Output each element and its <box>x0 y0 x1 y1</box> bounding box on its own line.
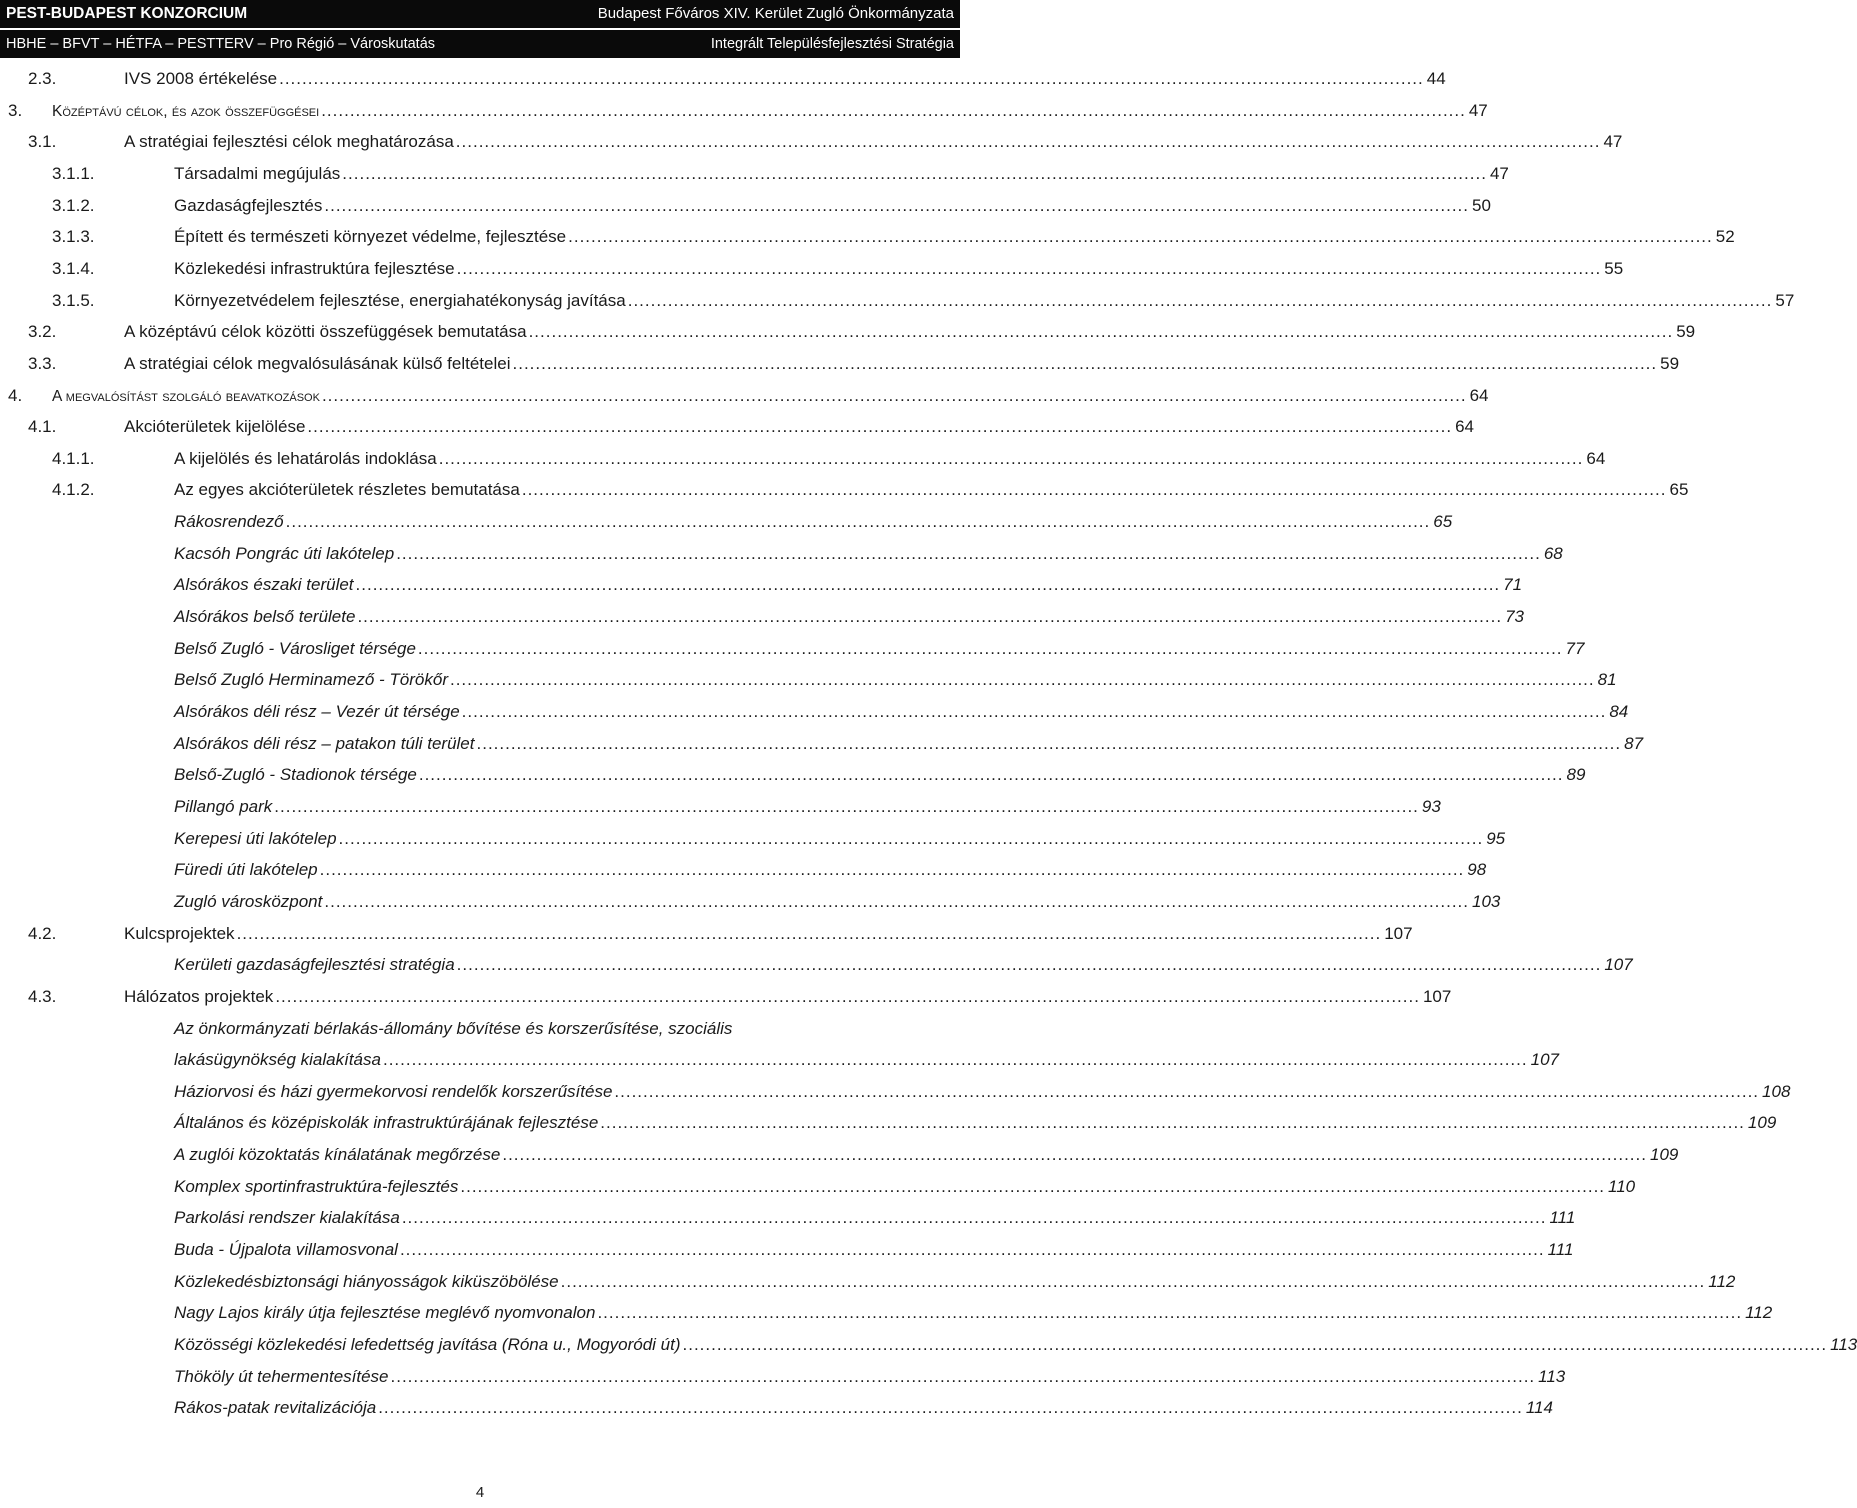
toc-entry-title: Gazdaságfejlesztés <box>174 195 323 215</box>
municipality-name: Budapest Főváros XIV. Kerület Zugló Önkormányzata <box>597 5 954 22</box>
toc-entry-title: A stratégiai fejlesztési célok meghatározása <box>124 132 454 152</box>
toc-entry[interactable] <box>0 96 1488 128</box>
toc-entry-title: Közösségi közlekedési lefedettség javítása (Róna u., Mogyoródi út) <box>174 1335 681 1354</box>
toc-entry-page: 81 <box>1597 670 1617 690</box>
dot-leader: ........................................................................................................................................................................................................ <box>438 448 1584 468</box>
toc-entry-line <box>174 668 1617 692</box>
toc-entry-title: Alsórákos déli rész – Vezér út térsége <box>174 702 460 721</box>
toc-entry-title: Zugló városközpont <box>174 891 323 911</box>
toc-entry-number: 4. <box>8 385 23 405</box>
toc-entry-title: Alsórákos északi terület <box>174 575 354 595</box>
toc-entry-title: Kacsóh Pongrác úti lakótelep <box>174 543 395 563</box>
toc-entry-title: A zuglói közoktatás kínálatának megőrzése <box>174 1145 501 1165</box>
toc-entry-line <box>174 1270 1736 1294</box>
toc-entry-title: Belső-Zugló - Stadionok térsége <box>174 765 417 785</box>
toc-entry[interactable] <box>0 444 1606 476</box>
toc-entry-page: 95 <box>1486 828 1506 848</box>
toc-entry-page: 103 <box>1472 891 1501 911</box>
toc-entry[interactable] <box>0 1267 1736 1299</box>
toc-entry-line <box>174 1238 1574 1262</box>
toc-entry[interactable] <box>0 1172 1636 1204</box>
toc-entry-line <box>124 415 1474 439</box>
consortium-name: PEST-BUDAPEST KONZORCIUM <box>6 5 248 22</box>
toc-entry[interactable] <box>0 792 1441 824</box>
toc-entry-title: Rákosrendező <box>174 512 284 532</box>
toc-entry-number: 4.3. <box>28 986 57 1006</box>
toc-entry-title: Füredi úti lakótelep <box>174 860 318 880</box>
toc-entry-number: 3.2. <box>28 322 57 342</box>
toc-entry-page: 47 <box>1468 100 1488 120</box>
toc-entry-number: 3.1.3. <box>52 227 95 247</box>
toc-entry[interactable] <box>0 887 1501 919</box>
dot-leader: ........................................................................................................................................................................................................ <box>512 353 1658 373</box>
dot-leader: ........................................................................................................................................................................................................ <box>476 733 1622 753</box>
toc-entry-page: 55 <box>1604 258 1624 278</box>
toc-entry[interactable] <box>0 286 1795 318</box>
toc-entry-line <box>174 478 1689 502</box>
toc-entry-title: Thököly út tehermentesítése <box>174 1366 389 1386</box>
toc-entry-title: Az egyes akcióterületek részletes bemutatása <box>174 480 520 500</box>
toc-entry[interactable] <box>0 64 1446 96</box>
dot-leader: ........................................................................................................................................................................................................ <box>614 1081 1760 1101</box>
toc-entry-page: 65 <box>1669 480 1689 500</box>
header-bar-top <box>0 0 960 28</box>
dot-leader: ........................................................................................................................................................................................................ <box>279 69 1424 88</box>
toc-entry[interactable] <box>0 381 1489 413</box>
toc-entry[interactable] <box>0 539 1563 571</box>
toc-entry-page: 47 <box>1603 132 1623 152</box>
toc-entry[interactable] <box>0 1393 1553 1425</box>
toc-entry-title: Közlekedésbiztonsági hiányosságok kiküszöbölése <box>174 1271 559 1291</box>
toc-entry[interactable] <box>0 159 1509 191</box>
toc-entry[interactable] <box>0 475 1689 507</box>
toc-entry-line <box>174 700 1629 724</box>
toc-entry-number: 4.1.2. <box>52 480 95 500</box>
toc-entry[interactable] <box>0 919 1413 951</box>
toc-entry-line <box>174 637 1585 661</box>
toc-entry-title: Parkolási rendszer kialakítása <box>174 1208 400 1228</box>
toc-entry-page: 111 <box>1547 1240 1574 1260</box>
toc-entry-title: A középtávú célok közötti összefüggések bemutatása <box>124 322 527 342</box>
dot-leader: ........................................................................................................................................................................................................ <box>355 575 1501 595</box>
dot-leader: ........................................................................................................................................................................................................ <box>324 891 1470 911</box>
toc-entry-title: Közlekedési infrastruktúra fejlesztése <box>174 258 455 278</box>
toc-entry-line <box>124 67 1446 91</box>
dot-leader: ........................................................................................................................................................................................................ <box>568 227 1713 247</box>
toc-entry-title: Kerületi gazdaságfejlesztési stratégia <box>174 955 455 975</box>
dot-leader: ........................................................................................................................................................................................................ <box>418 765 1564 785</box>
toc-entry-title: A megvalósítást szolgáló beavatkozások <box>52 387 320 405</box>
toc-entry-line <box>174 289 1795 313</box>
toc-entry-line <box>174 1048 1559 1072</box>
toc-entry-line <box>174 194 1491 218</box>
toc-entry[interactable] <box>0 1235 1574 1267</box>
toc-entry-number: 3.1.2. <box>52 195 95 215</box>
toc-entry-line <box>124 130 1623 154</box>
toc-entry-line <box>174 1175 1636 1199</box>
toc-entry[interactable] <box>0 191 1491 223</box>
toc-entry-line <box>174 795 1441 819</box>
toc-entry-line <box>174 763 1586 787</box>
document-title: Integrált Településfejlesztési Stratégia <box>710 36 954 52</box>
toc-entry[interactable] <box>0 982 1452 1014</box>
toc-entry-page: 109 <box>1747 1113 1777 1133</box>
toc-entry[interactable] <box>0 127 1623 159</box>
toc-entry-line <box>174 1080 1791 1104</box>
toc-entry[interactable] <box>0 1330 1857 1362</box>
toc-entry-page: 87 <box>1624 733 1644 753</box>
toc-entry[interactable] <box>0 1140 1679 1172</box>
dot-leader: ........................................................................................................................................................................................................ <box>600 1113 1745 1133</box>
toc-entry-title: Általános és középiskolák infrastruktúrájának fejlesztése <box>174 1113 599 1133</box>
dot-leader: ........................................................................................................................................................................................................ <box>456 258 1602 278</box>
toc-entry[interactable] <box>0 570 1523 602</box>
toc-entry-number: 3.1.5. <box>52 290 95 310</box>
toc-entry-title: Rákos-patak revitalizációja <box>174 1398 377 1418</box>
toc-entry-page: 93 <box>1421 796 1441 816</box>
dot-leader: ........................................................................................................................................................................................................ <box>390 1366 1536 1386</box>
toc-entry-page: 111 <box>1549 1208 1576 1228</box>
toc-entry[interactable] <box>0 1045 1559 1077</box>
toc-entry-title: Középtávú célok, és azok összefüggései <box>52 102 320 120</box>
toc-entry-title: Pillangó park <box>174 796 273 816</box>
toc-entry-line <box>174 573 1523 597</box>
toc-entry-page: 64 <box>1455 417 1474 437</box>
toc-entry-page: 64 <box>1586 448 1606 468</box>
toc-entry-page: 65 <box>1433 512 1453 532</box>
dot-leader: ........................................................................................................................................................................................................ <box>378 1398 1523 1418</box>
toc-entry-page: 112 <box>1745 1303 1773 1323</box>
toc-entry[interactable] <box>0 855 1487 887</box>
toc-entry-line <box>174 1143 1679 1167</box>
toc-entry-line <box>174 1206 1576 1230</box>
toc-entry-number: 4.2. <box>28 923 57 943</box>
toc-entry-page: 110 <box>1608 1176 1636 1196</box>
toc-entry-line <box>124 922 1413 946</box>
toc-entry-title: IVS 2008 értékelése <box>124 69 278 88</box>
toc-entry[interactable] <box>0 254 1624 286</box>
toc-entry-title: lakásügynökség kialakítása <box>174 1050 381 1070</box>
dot-leader: ........................................................................................................................................................................................................ <box>597 1303 1743 1323</box>
dot-leader: ........................................................................................................................................................................................................ <box>560 1271 1706 1291</box>
dot-leader: ........................................................................................................................................................................................................ <box>461 702 1607 721</box>
partner-list: HBHE – BFVT – HÉTFA – PESTTERV – Pro Régió – Városkutatás <box>6 36 436 52</box>
dot-leader: ........................................................................................................................................................................................................ <box>401 1208 1547 1228</box>
dot-leader: ........................................................................................................................................................................................................ <box>455 132 1601 152</box>
toc-entry-page: 112 <box>1708 1271 1736 1291</box>
dot-leader: ........................................................................................................................................................................................................ <box>274 796 1419 816</box>
toc-entry-page: 71 <box>1503 575 1523 595</box>
toc-entry-page: 113 <box>1538 1366 1566 1386</box>
toc-entry-page: 44 <box>1426 69 1446 88</box>
dot-leader: ........................................................................................................................................................................................................ <box>319 860 1465 880</box>
toc-entry-line <box>174 732 1644 756</box>
dot-leader: ........................................................................................................................................................................................................ <box>396 543 1541 563</box>
toc-entry[interactable] <box>0 1203 1576 1235</box>
toc-entry-page: 84 <box>1609 702 1629 721</box>
dot-leader: ........................................................................................................................................................................................................ <box>460 1176 1606 1196</box>
toc-entry[interactable] <box>0 317 1696 349</box>
dot-leader: ........................................................................................................................................................................................................ <box>417 638 1563 658</box>
toc-entry-line <box>174 542 1563 566</box>
dot-leader: ........................................................................................................................................................................................................ <box>502 1145 1647 1165</box>
dot-leader: ........................................................................................................................................................................................................ <box>321 385 1467 405</box>
toc-entry-line <box>174 890 1501 914</box>
toc-entry-title: A kijelölés és lehatárolás indoklása <box>174 448 437 468</box>
toc-entry-title: Alsórákos déli rész – patakon túli terület <box>174 733 475 753</box>
toc-entry-page: 89 <box>1566 765 1586 785</box>
toc-entry-page: 52 <box>1715 227 1735 247</box>
toc-entry-line <box>174 1396 1553 1420</box>
toc-entry-page: 47 <box>1489 163 1509 183</box>
dot-leader: ........................................................................................................................................................................................................ <box>324 195 1470 215</box>
toc-entry-page: 68 <box>1543 543 1563 563</box>
toc-entry-line <box>174 225 1735 249</box>
toc-entry-line <box>124 352 1680 376</box>
toc-entry-page: 64 <box>1469 385 1489 405</box>
dot-leader: ........................................................................................................................................................................................................ <box>321 100 1466 120</box>
toc-entry-line <box>52 99 1488 124</box>
toc-entry[interactable] <box>0 824 1506 856</box>
dot-leader: ........................................................................................................................................................................................................ <box>382 1050 1528 1070</box>
toc-entry-page: 77 <box>1565 638 1585 658</box>
toc-entry-line <box>174 162 1509 186</box>
toc-entry-title: Nagy Lajos király útja fejlesztése meglévő nyomvonalon <box>174 1303 596 1323</box>
toc-entry-line <box>174 257 1624 281</box>
toc-entry[interactable] <box>0 950 1633 982</box>
header-bar-bottom <box>0 30 960 58</box>
toc-entry-line <box>174 1301 1773 1325</box>
toc-entry-line <box>174 510 1453 534</box>
toc-entry-number: 4.1. <box>28 417 57 437</box>
toc-entry-number: 3. <box>8 100 23 120</box>
toc-entry-title: Belső Zugló - Városliget térsége <box>174 638 416 658</box>
toc-entry-line <box>174 858 1487 882</box>
toc-entry-title: Társadalmi megújulás <box>174 163 341 183</box>
toc-entry-number: 3.3. <box>28 353 57 373</box>
toc-entry-title: Komplex sportinfrastruktúra-fejlesztés <box>174 1176 459 1196</box>
toc-entry-line <box>52 384 1489 409</box>
toc-entry-page: 107 <box>1422 986 1452 1006</box>
toc-entry-title: Hálózatos projektek <box>124 986 274 1006</box>
dot-leader: ........................................................................................................................................................................................................ <box>357 607 1503 627</box>
dot-leader: ........................................................................................................................................................................................................ <box>449 670 1595 690</box>
toc-entry-page: 114 <box>1525 1398 1553 1418</box>
toc-entry-title: Kerepesi úti lakótelep <box>174 828 337 848</box>
toc-entry-title: Kulcsprojektek <box>124 923 235 943</box>
toc-entry-line <box>174 827 1506 851</box>
toc-entry-line <box>174 1111 1777 1135</box>
toc-entry-page: 59 <box>1676 322 1696 342</box>
dot-leader: ........................................................................................................................................................................................................ <box>342 163 1487 183</box>
dot-leader: ........................................................................................................................................................................................................ <box>521 480 1667 500</box>
toc-entry-line <box>124 985 1452 1009</box>
toc-entry-number: 3.1.4. <box>52 258 95 278</box>
toc-entry[interactable] <box>0 507 1453 539</box>
toc-entry[interactable] <box>0 634 1585 666</box>
toc-entry[interactable] <box>0 697 1629 729</box>
toc-entry-page: 109 <box>1649 1145 1679 1165</box>
dot-leader: ........................................................................................................................................................................................................ <box>285 512 1431 532</box>
toc-entry-page: 108 <box>1762 1081 1791 1101</box>
dot-leader: ........................................................................................................................................................................................................ <box>307 417 1453 437</box>
toc-entry[interactable] <box>0 412 1474 444</box>
toc-entry-title: Háziorvosi és házi gyermekorvosi rendelők korszerűsítése <box>174 1081 613 1101</box>
toc-entry-number: 3.1.1. <box>52 163 95 183</box>
toc-entry-title: Belső Zugló Herminamező - Törökőr <box>174 670 448 690</box>
toc-entry-page: 59 <box>1660 353 1680 373</box>
toc-entry-title: Környezetvédelem fejlesztése, energiahatékonyság javítása <box>174 290 626 310</box>
toc-entry-page: 107 <box>1530 1050 1559 1070</box>
toc-entry-number: 4.1.1. <box>52 448 95 468</box>
toc-entry-title: Az önkormányzati bérlakás-állomány bővítése és korszerűsítése, szociális <box>174 1018 733 1038</box>
toc-entry-line <box>174 1333 1857 1357</box>
toc-entry-title: Buda - Újpalota villamosvonal <box>174 1240 398 1260</box>
toc-entry-number: 2.3. <box>28 69 57 88</box>
page-number: 4 <box>475 1484 485 1501</box>
toc-entry-page: 98 <box>1467 860 1487 880</box>
toc-entry[interactable] <box>0 602 1524 634</box>
toc-entry-wrapped-line[interactable] <box>0 1014 960 1046</box>
toc-entry[interactable] <box>0 222 1735 254</box>
toc-entry[interactable] <box>0 1362 1566 1394</box>
toc-entry[interactable] <box>0 760 1586 792</box>
toc-entry-title: Épített és természeti környezet védelme, fejlesztése <box>174 227 567 247</box>
dot-leader: ........................................................................................................................................................................................................ <box>682 1335 1828 1354</box>
toc-entry-page: 57 <box>1775 290 1795 310</box>
dot-leader: ........................................................................................................................................................................................................ <box>399 1240 1545 1260</box>
toc-entry[interactable] <box>0 729 1644 761</box>
toc-entry-title: Akcióterületek kijelölése <box>124 417 306 437</box>
toc-entry-line <box>124 320 1696 344</box>
dot-leader: ........................................................................................................................................................................................................ <box>275 986 1420 1006</box>
dot-leader: ........................................................................................................................................................................................................ <box>338 828 1484 848</box>
toc-entry-line <box>174 605 1524 629</box>
toc-entry-title: Alsórákos belső területe <box>174 607 356 627</box>
toc-entry-line <box>174 447 1606 471</box>
dot-leader: ........................................................................................................................................................................................................ <box>456 955 1602 975</box>
dot-leader: ........................................................................................................................................................................................................ <box>627 290 1773 310</box>
dot-leader: ........................................................................................................................................................................................................ <box>528 322 1674 342</box>
toc-entry-page: 113 <box>1830 1335 1857 1354</box>
toc-entry[interactable] <box>0 349 1680 381</box>
toc-entry[interactable] <box>0 1077 1791 1109</box>
toc-entry-page: 107 <box>1604 955 1633 975</box>
toc-entry-line <box>174 953 1633 977</box>
toc-entry[interactable] <box>0 1108 1777 1140</box>
dot-leader: ........................................................................................................................................................................................................ <box>236 923 1382 943</box>
toc-entry-line <box>174 1365 1566 1389</box>
toc-entry-page: 73 <box>1505 607 1524 627</box>
toc-entry-page: 50 <box>1472 195 1491 215</box>
toc-entry-page: 107 <box>1384 923 1413 943</box>
toc-entry-number: 3.1. <box>28 132 57 152</box>
toc-entry-title: A stratégiai célok megvalósulásának külső feltételei <box>124 353 511 373</box>
toc-entry[interactable] <box>0 665 1617 697</box>
toc-entry[interactable] <box>0 1298 1773 1330</box>
